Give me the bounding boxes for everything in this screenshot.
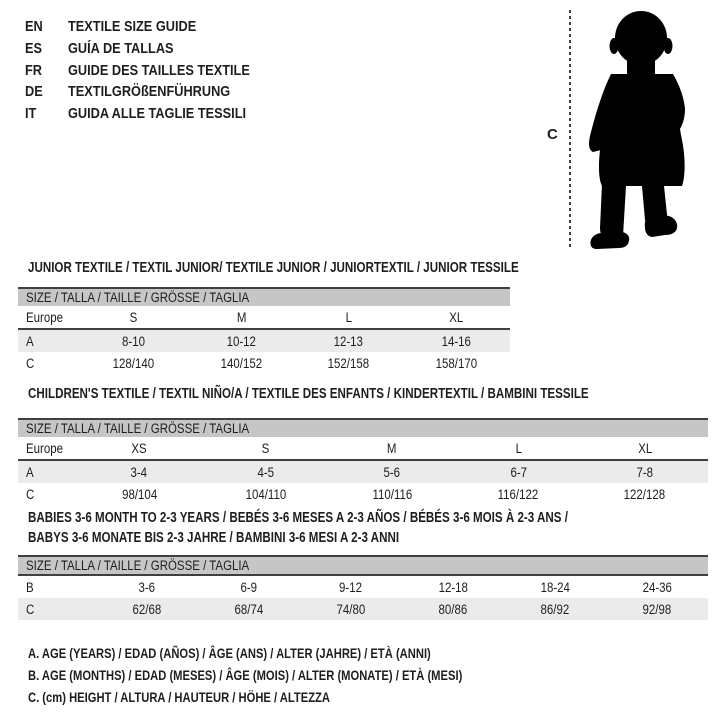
height-marker-label: C (547, 126, 558, 143)
language-legend (25, 16, 282, 124)
table-cell (188, 329, 296, 352)
table-cell (188, 352, 296, 374)
table-cell (455, 437, 581, 460)
table-cell (96, 575, 198, 598)
table-row (18, 483, 708, 505)
row-label-cell (18, 460, 76, 483)
table-cell (504, 598, 606, 620)
footnote-a (28, 645, 531, 661)
cell-value: 74/80 (336, 601, 366, 617)
table-cell (295, 329, 403, 352)
cell-value: S (129, 309, 138, 325)
footnote-b (28, 667, 571, 683)
language-code: IT (25, 105, 37, 123)
table-cell (403, 306, 511, 329)
height-dotted-line (569, 10, 571, 250)
size-table-babies (18, 555, 708, 620)
cell-value: M (236, 309, 247, 325)
guide-title-en: TEXTILE SIZE GUIDE (68, 18, 197, 36)
cell-value: 86/92 (540, 601, 570, 617)
cell-value: 62/68 (132, 601, 162, 617)
cell-value: L (345, 309, 352, 325)
table-cell (202, 460, 328, 483)
row-label-text: Europe (26, 440, 64, 456)
table-cell (329, 483, 455, 505)
table-cell (295, 352, 403, 374)
cell-value: 5-6 (383, 464, 401, 480)
table-cell (504, 575, 606, 598)
cell-value: 98/104 (121, 486, 157, 502)
cell-value: 158/170 (435, 355, 477, 371)
table-cell (198, 575, 300, 598)
table-header-text: SIZE / TALLA / TAILLE / GRÖSSE / TAGLIA (26, 421, 250, 436)
table-cell (96, 598, 198, 620)
language-row-fr (25, 59, 282, 81)
guide-title-es: GUÍA DE TALLAS (68, 40, 174, 58)
table-cell (329, 437, 455, 460)
table-cell (455, 483, 581, 505)
table-cell (202, 437, 328, 460)
language-row-en (25, 16, 282, 38)
cell-value: 6-9 (240, 579, 258, 595)
table-cell (606, 598, 708, 620)
row-label-text: Europe (26, 309, 64, 325)
table-cell (402, 575, 504, 598)
section-title-babies-line2 (28, 530, 492, 546)
section-title-junior-text: JUNIOR TEXTILE / TEXTIL JUNIOR/ TEXTILE JUNIOR / JUNIORTEXTIL / JUNIOR TESSILE (28, 260, 519, 276)
table-row (18, 575, 708, 598)
table-row (18, 352, 510, 374)
cell-value: 80/86 (438, 601, 468, 617)
row-label-text: C (26, 486, 35, 502)
cell-value: 10-12 (226, 333, 256, 349)
table-header-row (18, 556, 708, 575)
row-label-text: A (26, 464, 34, 480)
table-cell (202, 483, 328, 505)
table-cell (76, 483, 202, 505)
cell-value: 6-7 (510, 464, 527, 480)
cell-value: 92/98 (642, 601, 672, 617)
table-cell (582, 483, 708, 505)
section-title-children (28, 386, 720, 402)
language-code: ES (25, 40, 43, 58)
row-label-cell (18, 598, 96, 620)
table-header-cell (18, 556, 708, 575)
row-label-cell (18, 329, 80, 352)
table-cell (188, 306, 296, 329)
table-cell (582, 460, 708, 483)
cell-value: 8-10 (122, 333, 146, 349)
table-header-text: SIZE / TALLA / TAILLE / GRÖSSE / TAGLIA (26, 558, 250, 573)
cell-value: 122/128 (624, 486, 666, 502)
row-label-text: C (26, 355, 35, 371)
table-cell (300, 575, 402, 598)
cell-value: 9-12 (339, 579, 363, 595)
language-code: DE (25, 83, 43, 101)
size-table-junior (18, 287, 510, 374)
section-title-babies-line2-text: BABYS 3-6 MONATE BIS 2-3 JAHRE / BAMBINI 3-6 MESI A 2-3 ANNI (28, 530, 400, 546)
cell-value: S (261, 440, 270, 456)
cell-value: 3-4 (130, 464, 148, 480)
table-cell (582, 437, 708, 460)
cell-value: L (515, 440, 522, 456)
table-cell (80, 329, 188, 352)
footnote-a-text: A. AGE (YEARS) / EDAD (AÑOS) / ÂGE (ANS) / ALTER (JAHRE) / ETÀ (ANNI) (28, 645, 431, 661)
table-cell (402, 598, 504, 620)
language-row-it (25, 103, 282, 125)
table-cell (606, 575, 708, 598)
cell-value: 68/74 (234, 601, 264, 617)
cell-value: 110/116 (372, 486, 412, 502)
table-cell (403, 352, 511, 374)
cell-value: XL (637, 440, 652, 456)
cell-value: 128/140 (113, 355, 155, 371)
footnote-c (28, 689, 405, 705)
cell-value: XS (131, 440, 147, 456)
guide-title-it: GUIDA ALLE TAGLIE TESSILI (68, 105, 247, 123)
table-row (18, 329, 510, 352)
table-cell (300, 598, 402, 620)
language-row-es (25, 38, 282, 60)
cell-value: 116/122 (498, 486, 539, 502)
cell-value: 14-16 (441, 333, 471, 349)
row-label-cell (18, 483, 76, 505)
footnote-c-text: C. (cm) HEIGHT / ALTURA / HAUTEUR / HÖHE / ALTEZZA (28, 689, 330, 705)
section-title-junior (28, 260, 641, 276)
table-cell (76, 460, 202, 483)
section-title-babies-line1 (28, 510, 703, 526)
row-label-cell (18, 575, 96, 598)
size-table-children (18, 418, 708, 505)
table-row (18, 460, 708, 483)
table-header-row (18, 419, 708, 437)
cell-value: 12-13 (334, 333, 364, 349)
cell-value: 18-24 (540, 579, 570, 595)
guide-title-fr: GUIDE DES TAILLES TEXTILE (68, 61, 250, 79)
table-header-cell (18, 419, 708, 437)
cell-value: 104/110 (245, 486, 286, 502)
row-label-cell (18, 306, 80, 329)
toddler-silhouette-icon (581, 8, 715, 252)
table-header-cell (18, 288, 510, 306)
language-code: FR (25, 61, 42, 79)
table-row (18, 437, 708, 460)
cell-value: 12-18 (438, 579, 468, 595)
language-row-de (25, 81, 282, 103)
footnote-b-text: B. AGE (MONTHS) / EDAD (MESES) / ÂGE (MOIS) / ALTER (MONATE) / ETÀ (MESI) (28, 667, 463, 683)
row-label-text: C (26, 601, 35, 617)
table-cell (80, 352, 188, 374)
row-label-cell (18, 437, 76, 460)
table-cell (76, 437, 202, 460)
table-row (18, 598, 708, 620)
table-cell (295, 306, 403, 329)
cell-value: M (387, 440, 397, 456)
language-code: EN (25, 18, 43, 36)
table-cell (403, 329, 511, 352)
row-label-text: B (26, 579, 34, 595)
row-label-text: A (26, 333, 34, 349)
cell-value: 4-5 (257, 464, 274, 480)
cell-value: 24-36 (642, 579, 672, 595)
cell-value: XL (449, 309, 464, 325)
section-title-babies-line1-text: BABIES 3-6 MONTH TO 2-3 YEARS / BEBÉS 3-6 MESES A 2-3 AÑOS / BÉBÉS 3-6 MOIS À 2-3 ANS / (28, 510, 568, 526)
cell-value: 7-8 (636, 464, 654, 480)
table-header-text: SIZE / TALLA / TAILLE / GRÖSSE / TAGLIA (26, 290, 250, 305)
cell-value: 152/158 (328, 355, 370, 371)
section-title-children-text: CHILDREN'S TEXTILE / TEXTIL NIÑO/A / TEXTILE DES ENFANTS / KINDERTEXTIL / BAMBINI TESSILE (28, 386, 589, 402)
table-cell (198, 598, 300, 620)
cell-value: 140/152 (220, 355, 262, 371)
table-cell (80, 306, 188, 329)
table-cell (329, 460, 455, 483)
guide-title-de: TEXTILGRÖßENFÜHRUNG (68, 83, 231, 101)
table-cell (455, 460, 581, 483)
table-header-row (18, 288, 510, 306)
table-row (18, 306, 510, 329)
cell-value: 3-6 (138, 579, 156, 595)
row-label-cell (18, 352, 80, 374)
